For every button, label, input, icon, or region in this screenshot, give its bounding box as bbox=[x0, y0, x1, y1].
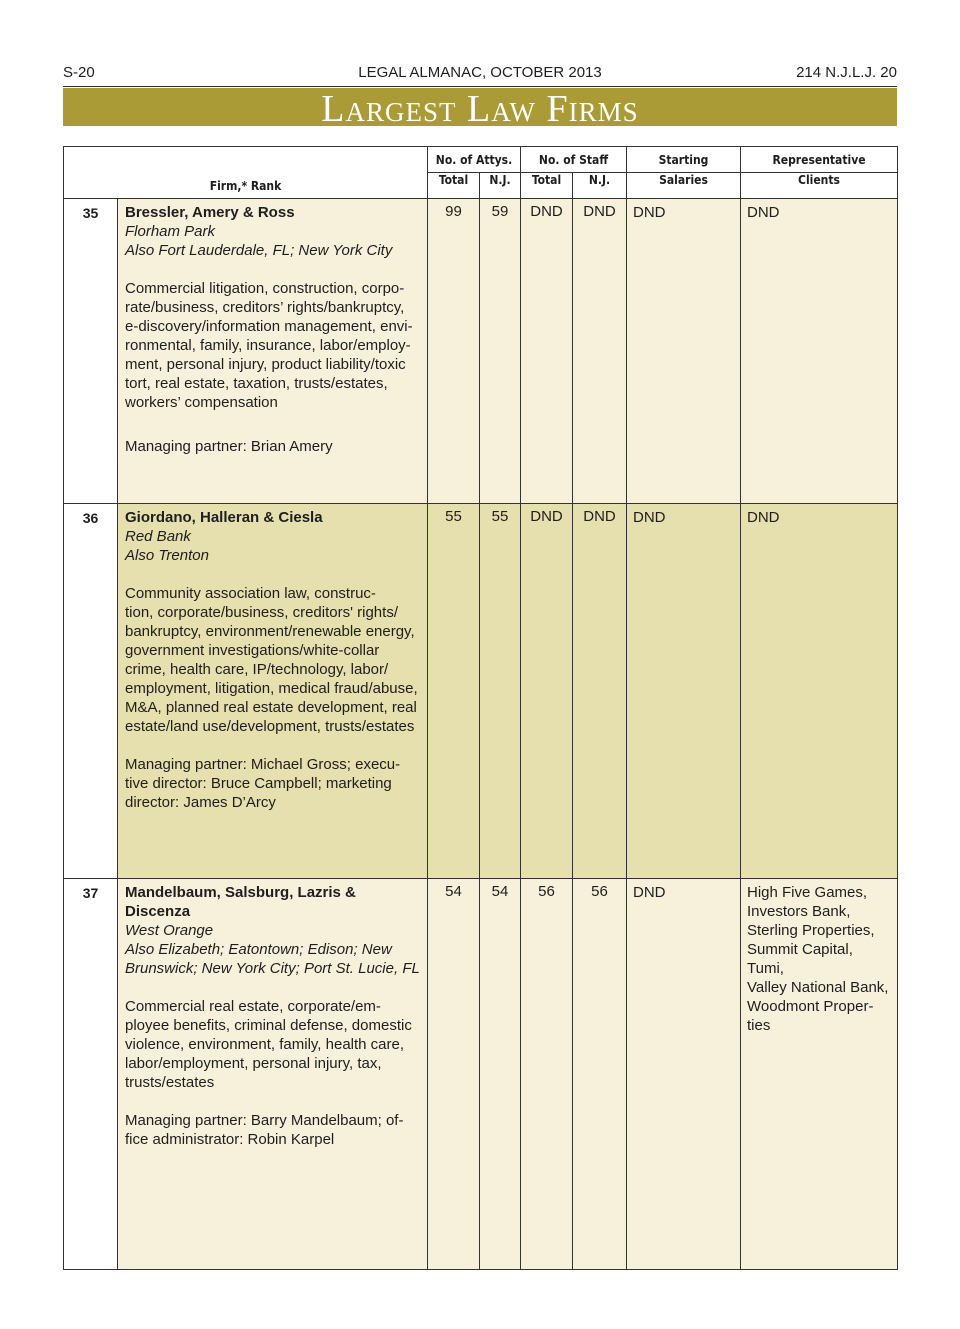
firm-rank-header: Firm,* Rank bbox=[64, 147, 428, 199]
firm-location: Red Bank bbox=[125, 528, 191, 546]
management-line: tive director: Bruce Campbell; marketing bbox=[125, 775, 392, 793]
client-line: Valley National Bank, bbox=[747, 978, 889, 996]
firm-info-cell bbox=[118, 199, 428, 504]
firm-info-cell bbox=[118, 878, 428, 1269]
representative-clients bbox=[741, 504, 898, 878]
client-line: Summit Capital, Tumi, bbox=[747, 940, 853, 977]
representative-clients bbox=[741, 199, 898, 504]
management-line: Managing partner: Brian Amery bbox=[125, 438, 333, 456]
client-line: High Five Games, bbox=[747, 883, 868, 901]
salaries-header-bottom: Salaries bbox=[627, 173, 741, 199]
attys-total: 55 bbox=[428, 504, 480, 878]
firm-name-line: Mandelbaum, Salsburg, Lazris & bbox=[125, 883, 356, 901]
starting-salaries: DND bbox=[627, 878, 741, 1269]
firm-name: Giordano, Halleran & Ciesla bbox=[125, 509, 323, 527]
staff-nj: DND bbox=[573, 504, 627, 878]
practice-line: trusts/estates bbox=[125, 1073, 215, 1091]
staff-total: 56 bbox=[521, 878, 573, 1269]
attys-total: 99 bbox=[428, 199, 480, 504]
practice-line: violence, environment, family, health care, bbox=[125, 1035, 405, 1053]
practice-line: crime, health care, IP/technology, labor/ bbox=[125, 661, 389, 679]
firm-info-cell bbox=[118, 504, 428, 878]
practice-line: ployee benefits, criminal defense, domestic bbox=[125, 1016, 412, 1034]
table-row bbox=[64, 878, 898, 1269]
publication-title: LEGAL ALMANAC, OCTOBER 2013 bbox=[358, 64, 602, 81]
practice-line: Commercial litigation, construction, corpo- bbox=[125, 280, 405, 298]
practice-line: rate/business, creditors’ rights/bankruptcy, bbox=[125, 299, 405, 317]
staff-nj-header: N.J. bbox=[573, 173, 627, 199]
management-line: director: James D’Arcy bbox=[125, 794, 276, 812]
client-line: DND bbox=[747, 204, 780, 222]
table-row bbox=[64, 504, 898, 878]
practice-areas bbox=[125, 279, 421, 412]
firm-location: Florham Park bbox=[125, 223, 216, 241]
representative-clients bbox=[741, 878, 898, 1269]
practice-line: bankruptcy, environment/renewable energy, bbox=[125, 623, 415, 641]
staff-total: DND bbox=[521, 199, 573, 504]
table-row bbox=[64, 199, 898, 504]
firm-other-offices bbox=[125, 940, 421, 978]
client-line: Woodmont Proper- bbox=[747, 997, 874, 1015]
attys-nj: 54 bbox=[480, 878, 521, 1269]
attys-nj: 59 bbox=[480, 199, 521, 504]
firm-name-line: Discenza bbox=[125, 902, 191, 920]
practice-line: ronmental, family, insurance, labor/employ- bbox=[125, 337, 411, 355]
attys-group-header: No. of Attys. bbox=[428, 147, 521, 173]
firm-other-offices: Also Trenton bbox=[125, 547, 209, 565]
practice-line: estate/land use/development, trusts/estates bbox=[125, 718, 415, 736]
client-line: ties bbox=[747, 1016, 771, 1034]
firm-name: Bressler, Amery & Ross bbox=[125, 204, 295, 222]
practice-areas bbox=[125, 584, 421, 736]
client-line: Sterling Properties, bbox=[747, 921, 875, 939]
management-line: Managing partner: Barry Mandelbaum; of- bbox=[125, 1111, 404, 1129]
running-header bbox=[63, 64, 897, 87]
practice-line: Commercial real estate, corporate/em- bbox=[125, 997, 381, 1015]
practice-line: M&A, planned real estate development, real bbox=[125, 699, 417, 717]
client-line: DND bbox=[747, 509, 780, 527]
firm-location: West Orange bbox=[125, 921, 214, 939]
attys-total: 54 bbox=[428, 878, 480, 1269]
starting-salaries: DND bbox=[627, 199, 741, 504]
starting-salaries: DND bbox=[627, 504, 741, 878]
firms-table bbox=[63, 146, 898, 1270]
office-line: Brunswick; New York City; Port St. Lucie, FL bbox=[125, 959, 420, 977]
staff-total: DND bbox=[521, 504, 573, 878]
management-line: fice administrator: Robin Karpel bbox=[125, 1130, 335, 1148]
practice-line: labor/employment, personal injury, tax, bbox=[125, 1054, 382, 1072]
management bbox=[125, 437, 421, 456]
practice-line: ment, personal injury, product liability/toxic bbox=[125, 356, 406, 374]
clients-header-bottom: Clients bbox=[741, 173, 898, 199]
rank-cell: 37 bbox=[64, 878, 118, 1269]
management bbox=[125, 755, 421, 812]
practice-areas bbox=[125, 997, 421, 1092]
staff-nj: DND bbox=[573, 199, 627, 504]
clients-header-top: Representative bbox=[741, 147, 898, 173]
practice-line: tion, corporate/business, creditors' rights/ bbox=[125, 604, 398, 622]
practice-line: e-discovery/information management, envi- bbox=[125, 318, 413, 336]
staff-group-header: No. of Staff bbox=[521, 147, 627, 173]
section-banner: Largest Law Firms bbox=[63, 88, 897, 126]
attys-nj: 55 bbox=[480, 504, 521, 878]
firm-name bbox=[125, 883, 421, 921]
staff-total-header: Total bbox=[521, 173, 573, 199]
management bbox=[125, 1111, 421, 1149]
practice-line: tort, real estate, taxation, trusts/estates, bbox=[125, 375, 388, 393]
practice-line: Community association law, construc- bbox=[125, 585, 376, 603]
practice-line: workers’ compensation bbox=[125, 394, 278, 412]
client-line: Investors Bank, bbox=[747, 902, 851, 920]
practice-line: employment, litigation, medical fraud/abuse, bbox=[125, 680, 418, 698]
salaries-header-top: Starting bbox=[627, 147, 741, 173]
rank-cell: 35 bbox=[64, 199, 118, 504]
firm-other-offices: Also Fort Lauderdale, FL; New York City bbox=[125, 242, 393, 260]
attys-nj-header: N.J. bbox=[480, 173, 521, 199]
attys-total-header: Total bbox=[428, 173, 480, 199]
page-label: S-20 bbox=[63, 64, 95, 81]
rank-cell: 36 bbox=[64, 504, 118, 878]
management-line: Managing partner: Michael Gross; execu- bbox=[125, 756, 401, 774]
citation: 214 N.J.L.J. 20 bbox=[796, 64, 897, 81]
staff-nj: 56 bbox=[573, 878, 627, 1269]
office-line: Also Elizabeth; Eatontown; Edison; New bbox=[125, 940, 392, 958]
practice-line: government investigations/white-collar bbox=[125, 642, 380, 660]
